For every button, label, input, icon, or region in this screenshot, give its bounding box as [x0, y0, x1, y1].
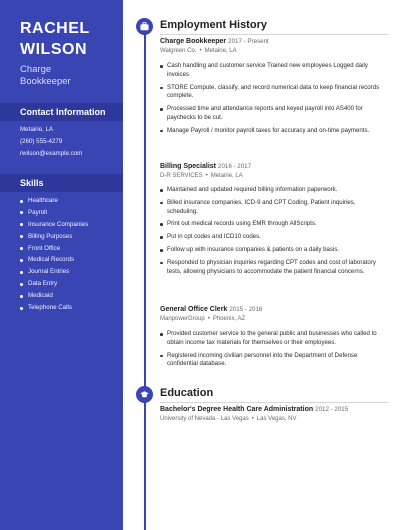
education-dates: 2012 - 2015	[315, 406, 349, 413]
skill-item: Data Entry	[20, 279, 88, 291]
separator-dot: •	[205, 173, 208, 179]
skill-item: Journal Entries	[20, 267, 88, 279]
last-name: WILSON	[20, 41, 87, 58]
contact-heading: Contact Information	[20, 107, 106, 117]
contact-heading-band	[0, 103, 123, 121]
skill-item: Telephone Calls	[20, 303, 88, 315]
job-title: Billing Specialist	[160, 163, 217, 170]
skills-heading-band	[0, 174, 123, 192]
job-company: ManpowerGroup	[160, 316, 205, 322]
sidebar	[0, 0, 123, 530]
job-company: D-R SERVICES	[160, 173, 203, 179]
candidate-name	[20, 18, 90, 60]
employment-heading: Employment History	[160, 19, 267, 31]
job-company-row	[160, 48, 237, 54]
job-bullet: Provided customer service to the general public and businesses who called to obtain income tax materials for themselves or their employees.	[160, 330, 382, 348]
role-line-2: Bookkeeper	[20, 76, 71, 87]
job-bullet: Billed insurance companies, ICD-9 and CPT Coding, Patient inquiries, scheduling.	[160, 199, 382, 217]
contact-email[interactable]: rwilson@example.com	[20, 150, 83, 157]
school-name: University of Nevada - Las Vegas	[160, 416, 249, 422]
skill-item: Front Office	[20, 244, 88, 256]
job-dates: 2015 - 2016	[229, 306, 263, 313]
job-bullet: Processed time and attendance reports and keyed payroll into AS400 for paychecks to be cut.	[160, 105, 382, 123]
job-bullets	[160, 330, 382, 369]
role-line-1: Charge	[20, 64, 52, 75]
job-bullet: Put in cpt codes and ICD10 codes.	[160, 233, 382, 242]
job-dates: 2016 - 2017	[218, 163, 252, 170]
job-title: General Office Clerk	[160, 306, 228, 313]
contact-phone[interactable]: (260) 555-4279	[20, 138, 63, 145]
job-company: Walgreen Co.	[160, 48, 197, 54]
skill-item: Payroll	[20, 208, 88, 220]
education-divider	[160, 402, 388, 403]
job-bullet: Print out medical records using EMR through AllScripts.	[160, 220, 382, 229]
job-bullet: Cash handling and customer service Trained new employees Logged daily invoices	[160, 62, 382, 80]
timeline-line	[144, 26, 146, 530]
employment-divider	[160, 34, 388, 35]
graduation-cap-icon	[136, 386, 153, 403]
job-company-row	[160, 316, 245, 322]
skill-item: Insurance Companies	[20, 220, 88, 232]
candidate-role	[20, 64, 71, 88]
job-dates: 2017 - Present	[228, 38, 269, 45]
job-bullets	[160, 186, 382, 276]
job-bullet: Registered incoming civilian personnel into the Department of Defense confidential database.	[160, 352, 382, 370]
job-bullets	[160, 62, 382, 136]
job-location: Metairie, LA	[210, 173, 243, 179]
job-bullet: Manage Payroll / monitor payroll taxes for accuracy and on-time payments.	[160, 127, 382, 136]
education-heading: Education	[160, 387, 214, 399]
job-bullet: Maintained and updated required billing information paperwork.	[160, 186, 382, 195]
job-location: Phoenix, AZ	[212, 316, 246, 322]
skill-item: Medicaid	[20, 291, 88, 303]
school-location: Las Vegas, NV	[256, 416, 297, 422]
separator-dot: •	[199, 48, 202, 54]
job-title-row	[160, 38, 269, 45]
job-bullet: Responded to physician inquiries regarding CPT codes and cost of laboratory tests, allowing physicians to accommodate the patient financial concerns.	[160, 259, 382, 277]
education-title-row	[160, 406, 348, 413]
degree: Bachelor's Degree Health Care Administration	[160, 406, 314, 413]
first-name: RACHEL	[20, 20, 90, 37]
job-title: Charge Bookkeeper	[160, 38, 227, 45]
job-title-row	[160, 163, 251, 170]
contact-location: Metairie, LA	[20, 126, 54, 133]
skill-item: Billing Purposes	[20, 232, 88, 244]
skills-list	[20, 196, 88, 315]
skill-item: Medical Records	[20, 255, 88, 267]
separator-dot: •	[207, 316, 210, 322]
skills-heading: Skills	[20, 178, 44, 188]
job-company-row	[160, 173, 243, 179]
job-bullet: Follow up with insurance companies & patients on a daily basis.	[160, 246, 382, 255]
briefcase-icon	[136, 18, 153, 35]
separator-dot: •	[251, 416, 254, 422]
job-title-row	[160, 306, 262, 313]
job-location: Metairie, LA	[204, 48, 237, 54]
skill-item: Healthcare	[20, 196, 88, 208]
education-school-row	[160, 416, 297, 422]
job-bullet: STORE Compute, classify, and record numerical data to keep financial records complete.	[160, 84, 382, 102]
